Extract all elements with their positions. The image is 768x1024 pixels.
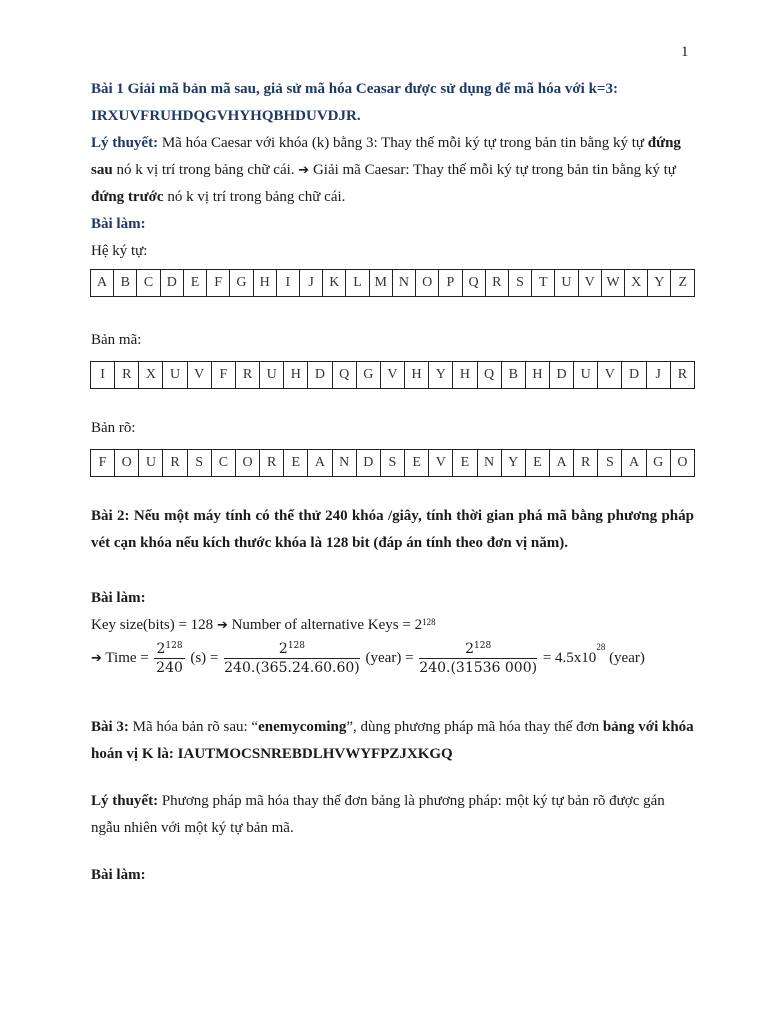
bai1-theory-text: Mã hóa Caesar với khóa (k) bằng 3: Thay thế mỗi ký tự trong bản tin bằng ký tự <box>158 135 648 151</box>
fraction-3 <box>419 640 537 677</box>
plain_letters-cell: R <box>260 450 284 477</box>
plain_letters-cell: R <box>163 450 187 477</box>
arrow-icon: ➔ <box>216 618 228 633</box>
alphabet-cell: W <box>601 270 624 297</box>
unit-seconds: (s) = <box>190 649 223 666</box>
cipher_letters-cell: R <box>115 362 139 389</box>
cipher_letters-cell: H <box>284 362 308 389</box>
time-label: Time = <box>101 649 153 666</box>
alphabet-cell: Y <box>648 270 671 297</box>
cipher_letters-cell: J <box>646 362 670 389</box>
plain-label: Bản rõ: <box>91 420 136 436</box>
result-text: = 4.5x10 <box>542 649 597 666</box>
bai3-work-label: Bài làm: <box>91 867 146 883</box>
cipher_letters-cell: Q <box>477 362 501 389</box>
f3-den: 240.(31536 000) <box>419 660 538 676</box>
alphabet-cell: E <box>183 270 206 297</box>
result-unit: (year) <box>605 649 645 666</box>
arrow-icon: ➔ <box>91 650 102 666</box>
bai3-theory <box>91 788 694 842</box>
plain_letters-cell: O <box>670 450 694 477</box>
alphabet-cell: H <box>253 270 276 297</box>
result-exponent: 28 <box>596 642 606 652</box>
cipher_letters-cell: Q <box>332 362 356 389</box>
plain_letters-cell: A <box>549 450 573 477</box>
alphabet-cell: J <box>299 270 322 297</box>
plain_letters-cell: S <box>380 450 404 477</box>
cipher_letters-cell: X <box>139 362 163 389</box>
bai1-work-label: Bài làm: <box>91 216 146 232</box>
plain_letters-cell: E <box>525 450 549 477</box>
alphabet-cell: D <box>160 270 183 297</box>
alphabet-cell: Z <box>671 270 695 297</box>
alphabet-cell: T <box>532 270 555 297</box>
alphabet-label: Hệ ký tự: <box>91 243 148 259</box>
plain_letters-cell: O <box>235 450 259 477</box>
exponent: 128 <box>474 641 492 651</box>
alt-keys-text: Number of alternative Keys = 2 <box>227 617 423 633</box>
plain_letters-cell: Y <box>501 450 525 477</box>
plain_letters-cell: S <box>598 450 622 477</box>
plain_letters-cell: F <box>91 450 115 477</box>
bai2-text: Nếu một máy tính có thể thử 240 khóa /giây, tính thời gian phá mã bằng phương pháp vét cạn khóa nếu kích thước khóa là 128 bit (đáp án tính theo đơn vị năm). <box>91 508 694 551</box>
plain_letters-cell: N <box>332 450 356 477</box>
f1-num: 2 <box>156 641 166 657</box>
bai1-theory <box>91 130 694 211</box>
plain_letters-cell: O <box>115 450 139 477</box>
bai1-theory-text4: nó k vị trí trong bảng chữ cái. <box>163 189 346 205</box>
f3-num: 2 <box>465 641 475 657</box>
cipher_letters-cell: U <box>163 362 187 389</box>
cipher_letters-cell: V <box>598 362 622 389</box>
bai1-section <box>91 76 694 265</box>
exponent: 128 <box>165 641 183 651</box>
bai3-text2: ”, dùng phương pháp mã hóa thay thế đơn <box>346 719 603 735</box>
exponent: 128 <box>422 617 436 627</box>
bai1-theory-label: Lý thuyết: <box>91 135 159 151</box>
plain_letters-cell: R <box>574 450 598 477</box>
alphabet-cell: R <box>485 270 508 297</box>
cipher_letters-cell: D <box>308 362 332 389</box>
cipher_letters-cell: H <box>525 362 549 389</box>
plain_letters-cell: D <box>356 450 380 477</box>
plain_letters-cell: A <box>308 450 332 477</box>
bai2-label: Bài 2: <box>91 508 130 524</box>
plain_letters-cell: E <box>405 450 429 477</box>
alphabet-cell: N <box>392 270 415 297</box>
plain_letters-cell: A <box>622 450 646 477</box>
bai3-question <box>91 714 694 768</box>
bai2-work <box>91 585 694 639</box>
alphabet-cell: U <box>555 270 578 297</box>
bai1-theory-bold2: đứng trước <box>91 189 164 205</box>
cipher_letters-cell: R <box>670 362 694 389</box>
bai3-word: enemycoming <box>258 719 347 735</box>
plain_letters-cell: G <box>646 450 670 477</box>
plain_letters-cell: N <box>477 450 501 477</box>
bai3-theory-text: Phương pháp mã hóa thay thế đơn bảng là phương pháp: một ký tự bản rõ được gán ngẫu nhiên với một ký tự bản mã. <box>91 793 665 836</box>
alphabet-cell: S <box>508 270 531 297</box>
cipher_letters-cell: V <box>187 362 211 389</box>
alphabet-cell: O <box>416 270 439 297</box>
cipher_letters-cell: I <box>91 362 115 389</box>
bai3-text1: Mã hóa bản rõ sau: “ <box>128 719 259 735</box>
alphabet-cell: Q <box>462 270 485 297</box>
alphabet-cell: I <box>276 270 299 297</box>
alphabet-cell: P <box>439 270 462 297</box>
plain_letters-cell: U <box>139 450 163 477</box>
fraction-2 <box>224 640 360 677</box>
cipher_letters-cell: F <box>211 362 235 389</box>
plain_letters-cell: C <box>211 450 235 477</box>
cipher_letters-cell: U <box>260 362 284 389</box>
exponent: 128 <box>287 641 305 651</box>
bai2-work-label: Bài làm: <box>91 590 146 606</box>
bai1-cipher: IRXUVFRUHDQGVHYHQBHDUVDJR. <box>91 108 361 124</box>
alphabet-cell: X <box>625 270 648 297</box>
cipher-table <box>90 361 695 389</box>
f2-num: 2 <box>278 641 288 657</box>
cipher_letters-cell: H <box>405 362 429 389</box>
f1-den: 240 <box>156 660 183 676</box>
bai3-theory-label: Lý thuyết: <box>91 793 159 809</box>
bai1-theory-text2: nó k vị trí trong bảng chữ cái. <box>112 162 299 178</box>
plain_letters-cell: E <box>453 450 477 477</box>
key-size-line <box>91 612 694 639</box>
alphabet-cell: K <box>323 270 346 297</box>
page-number: 1 <box>681 44 689 60</box>
alphabet-cell: M <box>369 270 392 297</box>
alphabet-cell: B <box>114 270 137 297</box>
cipher_letters-cell: V <box>380 362 404 389</box>
plain_letters-cell: S <box>187 450 211 477</box>
alphabet-table <box>90 269 695 297</box>
cipher_letters-cell: G <box>356 362 380 389</box>
bai1-theory-text3: Giải mã Caesar: Thay thế mỗi ký tự trong bản tin bằng ký tự <box>309 162 676 178</box>
alphabet-cell: C <box>137 270 160 297</box>
plain_letters-cell: V <box>429 450 453 477</box>
cipher-label: Bản mã: <box>91 332 142 348</box>
alphabet-cell: F <box>207 270 230 297</box>
alphabet-cell: L <box>346 270 369 297</box>
alphabet-cell: A <box>91 270 114 297</box>
f2-den: 240.(365.24.60.60) <box>224 660 360 676</box>
bai3-section <box>91 714 694 768</box>
cipher_letters-cell: Y <box>429 362 453 389</box>
cipher_letters-cell: D <box>622 362 646 389</box>
bai1-heading: Bài 1 Giải mã bản mã sau, giả sử mã hóa Ceasar được sử dụng để mã hóa với k=3: <box>91 81 618 97</box>
alphabet-cell: G <box>230 270 253 297</box>
cipher_letters-cell: U <box>574 362 598 389</box>
bai2-question <box>91 503 694 557</box>
arrow-icon: ➔ <box>298 163 310 178</box>
bai3-label: Bài 3: <box>91 719 129 735</box>
bai3-key: bảng với khóa hoán vị K là: IAUTMOCSNREBDLHVWYFPZJXKGQ <box>91 719 694 762</box>
cipher_letters-cell: R <box>235 362 259 389</box>
bai1-theory-bold1: đứng sau <box>91 135 681 178</box>
plain_letters-cell: E <box>284 450 308 477</box>
bai2-section <box>91 503 694 557</box>
fraction-1 <box>154 640 184 677</box>
cipher_letters-cell: B <box>501 362 525 389</box>
alphabet-cell: V <box>578 270 601 297</box>
cipher_letters-cell: D <box>549 362 573 389</box>
key-size-text: Key size(bits) = 128 <box>91 617 217 633</box>
cipher_letters-cell: H <box>453 362 477 389</box>
time-formula <box>91 640 694 677</box>
unit-year: (year) = <box>365 649 418 666</box>
plain-table <box>90 449 695 477</box>
